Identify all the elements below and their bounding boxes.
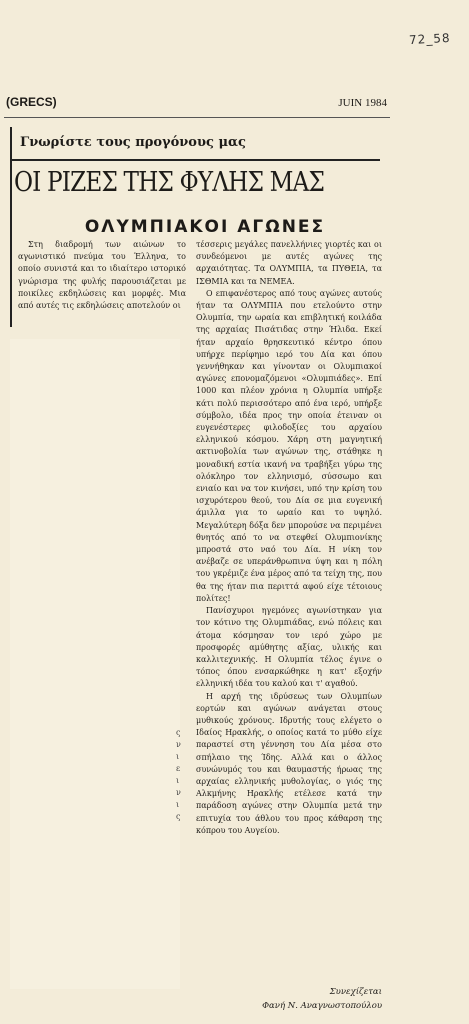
fragment: ς	[176, 812, 181, 821]
header-rule	[4, 117, 390, 118]
fragment: ν	[176, 788, 181, 797]
newspaper-clipping	[10, 127, 395, 1017]
kicker-rule	[10, 159, 380, 161]
column2-paragraph: Η αρχή της ιδρύσεως των Ολυμπίων εορτών και αγώνων ανάγεται στους μυθικούς χρόνους. Ιδρυτής τους ελέγετο ο Ιδαίος Ηρακλής, ο οποίος κατά το μύθο είχε παραστεί στη γέννηση του Δία μέσα στο σπήλαιο της Ίδης. Αλλά και ο άλλος συνώνυμός του και θαυμαστής ήρωας της αρχαίας ελληνικής μυθολογίας, ο γιός της Αλκμήνης Ηρακλής ετέλεσε κατά την παράδοση αγώνες στην Ολυμπία μετά την επιτυχία του άθλου του προς κάθαρση της κόπρου του Αυγείου.	[196, 691, 382, 835]
source-label: (GRECS)	[6, 95, 57, 109]
cut-column-fragments	[176, 727, 186, 823]
fragment: ι	[176, 800, 180, 809]
column2-paragraph: τέσσερις μεγάλες πανελλήνιες γιορτές και οι συνδεόμενοι με αυτές αγώνες της αρχαιότητας. Τα ΟΛΥΜΠΙΑ, τα ΠΥΘΕΙΑ, τα ΙΣΘΜΙΑ και τα ΝΕΜΕΑ.	[196, 240, 382, 286]
fragment: ς	[176, 728, 181, 737]
kicker: Γνωρίστε τους προγόνους μας	[20, 135, 246, 150]
handwritten-archive-note: 72_58	[409, 30, 452, 48]
fragment: ι	[176, 752, 180, 761]
continued-note: Συνεχίζεται	[329, 987, 382, 997]
article-column-1	[18, 239, 186, 323]
article-column-2	[196, 239, 382, 837]
column2-paragraph: Πανίσχυροι ηγεμόνες αγωνίστηκαν για τον κότινο της Ολυμπιάδας, ενώ πόλεις και άτομα κόσμησαν τον ιερό χώρο με προσφορές αμύθητης αξίας, υλικής και καλλιτεχνικής. Η Ολυμπία τέλος έγινε ο τόπος όπου ενσαρκώθηκε η κατ' εξοχήν ελληνική ιδέα του καλού και τ' αγαθού.	[196, 606, 382, 689]
fragment: ν	[176, 740, 181, 749]
column2-paragraph: Ο επιφανέστερος από τους αγώνες αυτούς ήταν τα ΟΛΥΜΠΙΑ που ετελούντο στην Ολυμπία, την ωραία και επιβλητική κοιλάδα της αρχαίας Πισάτιδας στην Ήλιδα. Εκεί ήταν αρχαίο θρησκευτικό κέντρο όπου υπήρχε περίφημο ιερό του Δία και όπου γεννήθηκαν και γίνονταν οι Ολυμπιακοί αγώνες επονομαζόμενοι «Ολυμπιάδες». Επί 1000 και πλέον χρόνια η Ολυμπία υπήρξε κάτι πολύ περισσότερο από ένα ιερό, υπήρξε σύμβολο, ιδέα προς την οποία έτειναν οι ευγενέστερες φιλοδοξίες του αρχαίου ελληνικού κόσμου. Χάρη στη μαγνητική ακτινοβολία των αγώνων της, στάθηκε η μοναδική εστία ικανή να τραβήξει γύρω της ολόκληρο τον ελληνισμό, σύσσωμο και ενιαίο και να τον κινήσει, υπό την κρίση του ισχυρότερου θεού, του Δία σε μια ευγενική άμιλλα για το ωραίο και το υψηλό. Μεγαλύτερη δόξα δεν μπορούσε να περιμένει θνητός από το να στεφθεί Ολυμπιονίκης μπροστά στο ναό του Δία. Η νίκη τον ανέβαζε σε υπεράνθρωπινα ύψη και η πόλη του γκρέμιζε ένα μέρος από τα τείχη της, που θα της ήταν πια περιττά αφού είχε τέτοιους πολίτες!	[196, 288, 382, 603]
publication-date: JUIN 1984	[338, 97, 387, 109]
column1-paragraph: Στη διαδρομή των αιώνων το αγωνιστικό πνεύμα του Έλληνα, το οποίο συνιστά και το ιδιαίτερο ιστορικό γνώρισμα της φυλής παρουσιάζεται με ποικίλες εκδηλώσεις και μορφές. Μια από αυτές τις εκδηλώσεις αποτελούν οι	[18, 240, 186, 311]
fragment: ε	[176, 764, 181, 773]
author-byline: Φανή Ν. Αναγνωστοπούλου	[262, 1001, 382, 1011]
subheadline: ΟΛΥΜΠΙΑΚΟΙ ΑΓΩΝΕΣ	[84, 217, 326, 237]
fragment: ι	[176, 776, 180, 785]
missing-clipping-area	[10, 339, 180, 989]
headline: ΟΙ ΡΙΖΕΣ ΤΗΣ ΦΥΛΗΣ ΜΑΣ	[14, 167, 325, 198]
